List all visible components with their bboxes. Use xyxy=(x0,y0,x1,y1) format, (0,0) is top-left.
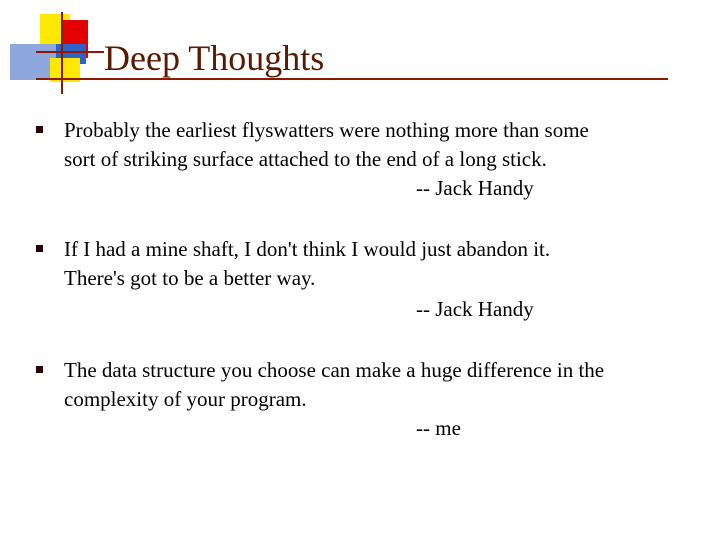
square-bullet-icon xyxy=(36,245,43,252)
corner-logo xyxy=(0,0,110,100)
slide-title: Deep Thoughts xyxy=(104,38,325,78)
square-bullet-icon xyxy=(36,366,43,373)
quote-attribution: -- Jack Handy xyxy=(416,297,534,321)
bullet-text xyxy=(64,356,704,443)
title-underline xyxy=(36,78,668,80)
bullet-line: sort of striking surface attached to the end of a long stick. xyxy=(64,147,547,171)
quote-attribution: -- me xyxy=(416,416,461,440)
bullet-text xyxy=(64,116,704,203)
bullet-line: The data structure you choose can make a huge difference in the xyxy=(64,358,605,382)
bullet-line: Probably the earliest flyswatters were nothing more than some xyxy=(64,118,589,142)
bullet-line: There's got to be a better way. xyxy=(64,266,316,290)
bullet-line: If I had a mine shaft, I don't think I would just abandon it. xyxy=(64,237,551,261)
bullet-text xyxy=(64,235,704,324)
square-bullet-icon xyxy=(36,126,43,133)
bullet-line: complexity of your program. xyxy=(64,387,307,411)
quote-attribution: -- Jack Handy xyxy=(416,176,534,200)
